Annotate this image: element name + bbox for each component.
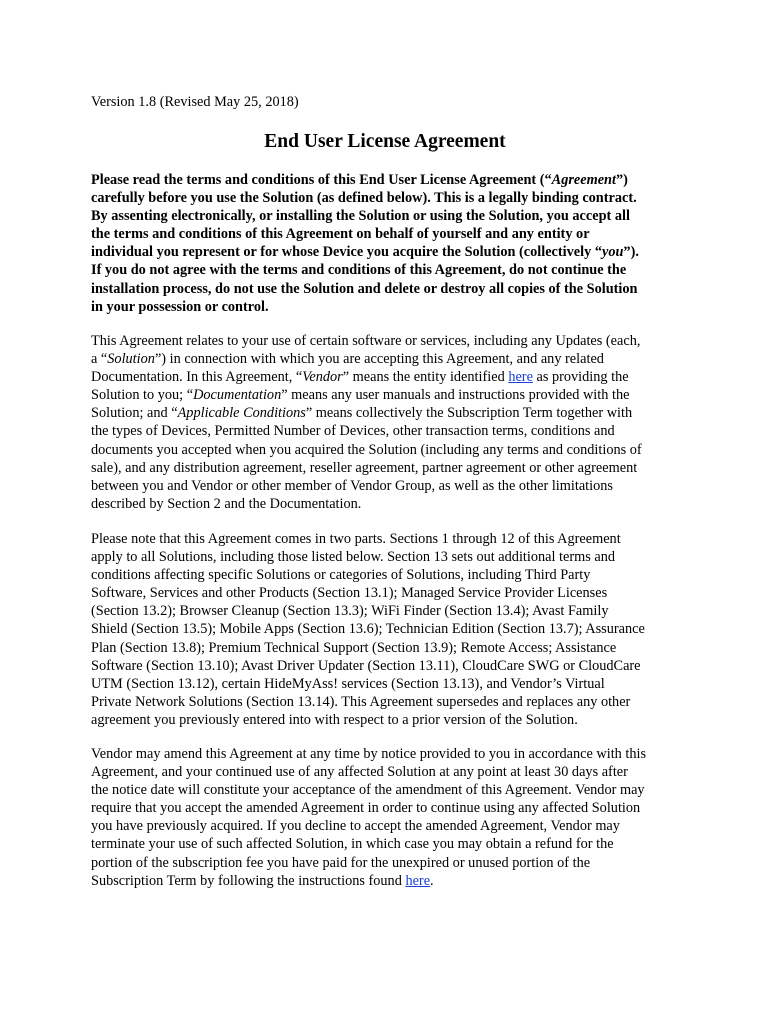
sections-line-1: Please note that this Agreement comes in two parts. Sections 1 through 12 of this Agreement: [91, 531, 621, 547]
sections-line-3: conditions affecting specific Solutions or categories of Solutions, including Third Party: [91, 567, 591, 584]
intro-paragraph: [91, 171, 681, 316]
amendment-line-2: Agreement, and your continued use of any affected Solution at any point at least 30 days after: [91, 764, 628, 781]
sections-line-9: UTM (Section 13.12), certain HideMyAss! services (Section 13.13), and Vendor’s Virtual: [91, 675, 605, 692]
definitions-line-10: described by Section 2 and the Documentation.: [91, 495, 362, 512]
sections-line-10: Private Network Solutions (Section 13.14). This Agreement supersedes and replaces any other: [91, 693, 631, 710]
amendment-line-5: you have previously acquired. If you decline to accept the amended Agreement, Vendor may: [91, 818, 620, 835]
amendment-line-6: terminate your use of such affected Solution, in which case you may obtain a refund for the: [91, 836, 614, 853]
version-line: Version 1.8 (Revised May 25, 2018): [91, 94, 299, 110]
sections-line-8: Software (Section 13.10); Avast Driver Updater (Section 13.11), CloudCare SWG or CloudCare: [91, 657, 641, 674]
definitions-line-9: between you and Vendor or other member of Vendor Group, as well as the other limitations: [91, 477, 613, 494]
sections-line-11: agreement you previously entered into with respect to a prior version of the Solution.: [91, 711, 578, 728]
definitions-line-2: a “Solution”) in connection with which you are accepting this Agreement, and any related: [91, 351, 604, 368]
page-title: End User License Agreement: [264, 131, 506, 152]
intro-line-3: By assenting electronically, or installing the Solution or using the Solution, you accept all: [91, 208, 630, 225]
sections-line-5: (Section 13.2); Browser Cleanup (Section 13.3); WiFi Finder (Section 13.4); Avast Family: [91, 603, 609, 620]
sections-line-2: apply to all Solutions, including those listed below. Section 13 sets out additional terms and: [91, 549, 616, 566]
definitions-line-1: This Agreement relates to your use of certain software or services, including any Updates (each,: [91, 333, 641, 349]
intro-line-1: Please read the terms and conditions of this End User License Agreement (“Agreement”): [91, 172, 628, 188]
amendment-paragraph: [91, 745, 681, 890]
amendment-line-8: Subscription Term by following the instructions found here.: [91, 872, 434, 889]
amendment-line-3: the notice date will constitute your acceptance of the amendment of this Agreement. Vendor may: [91, 782, 645, 799]
definitions-line-4: Solution to you; “Documentation” means any user manuals and instructions provided with the: [91, 387, 630, 404]
definitions-line-6: the types of Devices, Permitted Number of Devices, other transaction terms, conditions and: [91, 423, 615, 440]
definitions-line-5: Solution; and “Applicable Conditions” means collectively the Subscription Term together with: [91, 405, 633, 422]
intro-line-8: in your possession or control.: [91, 298, 269, 315]
intro-line-5: individual you represent or for whose Device you acquire the Solution (collectively “you”).: [91, 244, 639, 261]
definitions-line-8: sale), and any distribution agreement, reseller agreement, partner agreement or other agreement: [91, 459, 638, 476]
sections-paragraph: [91, 530, 681, 729]
intro-line-6: If you do not agree with the terms and conditions of this Agreement, do not continue the: [91, 262, 627, 279]
vendor-here-link[interactable]: here: [508, 369, 533, 386]
sections-line-7: Plan (Section 13.8); Premium Technical Support (Section 13.9); Remote Access; Assistance: [91, 639, 617, 656]
definitions-line-7: documents you accepted when you acquired the Solution (including any terms and conditions of: [91, 441, 642, 458]
instructions-here-link[interactable]: here: [405, 872, 431, 889]
amendment-line-7: portion of the subscription fee you have paid for the unexpired or unused portion of the: [91, 854, 591, 871]
intro-line-7: installation process, do not use the Solution and delete or destroy all copies of the Solution: [91, 280, 638, 297]
sections-line-4: Software, Services and other Products (Section 13.1); Managed Service Provider Licenses: [91, 585, 608, 602]
intro-line-4: the terms and conditions of this Agreement on behalf of yourself and any entity or: [91, 226, 590, 243]
amendment-line-1: Vendor may amend this Agreement at any time by notice provided to you in accordance with this: [91, 746, 647, 762]
amendment-line-4: require that you accept the amended Agreement in order to continue using any affected Solution: [91, 800, 641, 817]
definitions-line-3: Documentation. In this Agreement, “Vendor” means the entity identified here as providing the: [91, 369, 629, 386]
definitions-paragraph: [91, 332, 681, 513]
intro-line-2: carefully before you use the Solution (as defined below). This is a legally binding contract.: [91, 190, 637, 207]
sections-line-6: Shield (Section 13.5); Mobile Apps (Section 13.6); Technician Edition (Section 13.7); Assurance: [91, 621, 645, 638]
